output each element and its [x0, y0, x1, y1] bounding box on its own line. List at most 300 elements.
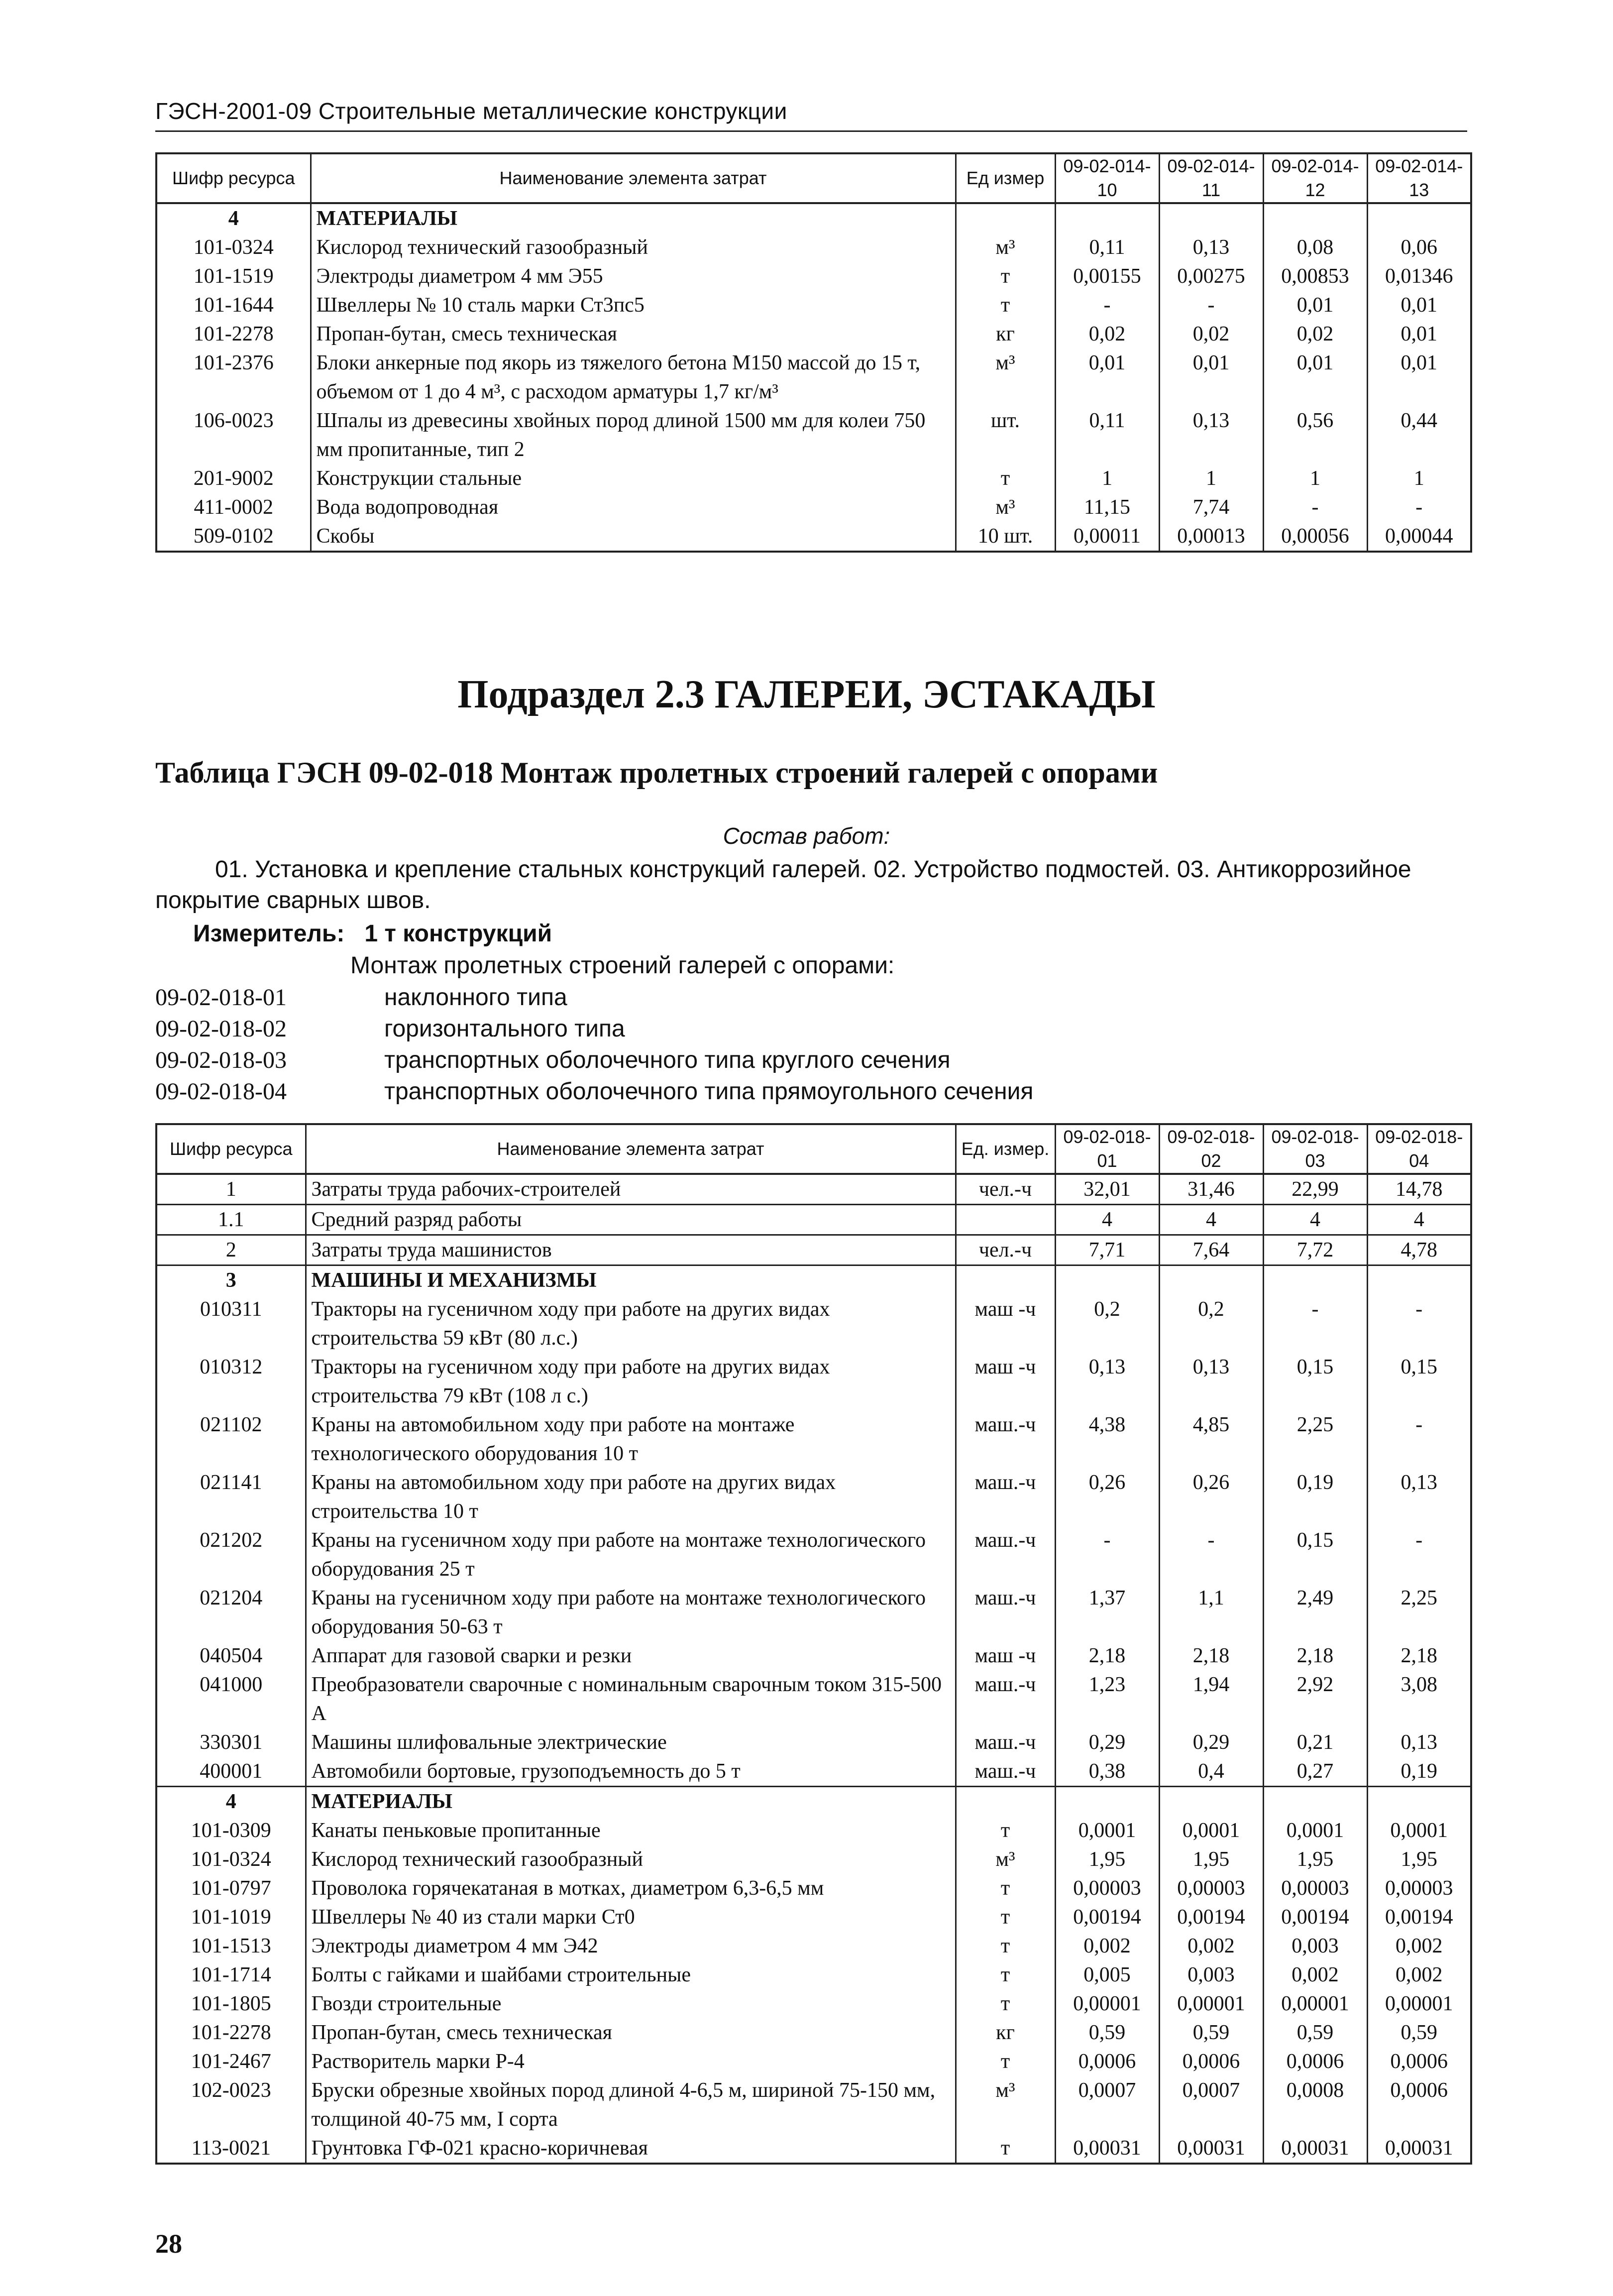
cell-value: 0,00031: [1263, 2134, 1367, 2164]
cell-name: Тракторы на гусеничном ходу при работе на других видах строительства 59 кВт (80 л.с.): [306, 1295, 956, 1353]
cell-value: -: [1055, 1526, 1159, 1584]
cell-value: 1,94: [1159, 1670, 1263, 1728]
cell-value: 0,01: [1159, 348, 1263, 406]
cell-value: 4: [1263, 1205, 1367, 1235]
cell-value: -: [1367, 493, 1471, 522]
table-row: [156, 522, 1471, 552]
cell-unit: м³: [956, 348, 1055, 406]
cell-code: 106-0023: [156, 406, 311, 464]
cell-value: 0,00003: [1159, 1874, 1263, 1903]
table-row: [156, 1960, 1471, 1989]
cell-unit: [956, 1265, 1055, 1295]
variant-name: горизонтального типа: [384, 1016, 625, 1042]
cell-unit: т: [956, 291, 1055, 320]
cell-value: 1: [1367, 464, 1471, 493]
cell-name: Шпалы из древесины хвойных пород длиной 1500 мм для колеи 750 мм пропитанные, тип 2: [311, 406, 956, 464]
cell-code: 101-1513: [156, 1932, 306, 1960]
cell-unit: т: [956, 2134, 1055, 2164]
cell-value: -: [1159, 291, 1263, 320]
cell-value: [1055, 1787, 1159, 1817]
table-row: [156, 1932, 1471, 1960]
cell-value: 0,00003: [1263, 1874, 1367, 1903]
header-name: Наименование элемента затрат: [306, 1124, 956, 1174]
table-row: [156, 1874, 1471, 1903]
cell-code: 101-0324: [156, 1845, 306, 1874]
table-row: [156, 1903, 1471, 1932]
cell-name: Бруски обрезные хвойных пород длиной 4-6,5 м, шириной 75-150 мм, толщиной 40-75 мм, I сорта: [306, 2076, 956, 2134]
cell-code: 101-0309: [156, 1816, 306, 1845]
cell-value: 0,38: [1055, 1757, 1159, 1787]
table-row: [156, 1845, 1471, 1874]
works-text: 01. Установка и крепление стальных конструкций галерей. 02. Устройство подмостей. 03. Антикоррозийное покрытие сварных швов.: [155, 856, 1411, 914]
cell-value: 1,1: [1159, 1584, 1263, 1641]
table-header-row: [156, 1124, 1471, 1174]
header-rule: [155, 130, 1467, 132]
cell-value: 32,01: [1055, 1174, 1159, 1205]
cell-value: [1263, 203, 1367, 233]
cell-code: 021204: [156, 1584, 306, 1641]
cell-value: 0,59: [1159, 2018, 1263, 2047]
cell-value: 0,0007: [1055, 2076, 1159, 2134]
cell-name: Затраты труда рабочих-строителей: [306, 1174, 956, 1205]
cell-value: 0,11: [1055, 406, 1159, 464]
cell-unit: м³: [956, 2076, 1055, 2134]
cell-value: 0,0001: [1055, 1816, 1159, 1845]
cell-value: 0,002: [1159, 1932, 1263, 1960]
cell-unit: кг: [956, 320, 1055, 348]
cell-name: Пропан-бутан, смесь техническая: [306, 2018, 956, 2047]
cell-value: 0,00044: [1367, 522, 1471, 552]
cell-value: 0,06: [1367, 233, 1471, 262]
running-head: ГЭСН-2001-09 Строительные металлические конструкции: [155, 98, 787, 124]
header-col: 09-02-014-12: [1263, 153, 1367, 203]
cell-value: 7,72: [1263, 1235, 1367, 1265]
cell-code: 201-9002: [156, 464, 311, 493]
table-row: [156, 320, 1471, 348]
cell-value: 0,13: [1367, 1728, 1471, 1757]
cell-value: -: [1367, 1295, 1471, 1353]
table-row: [156, 2134, 1471, 2164]
table-row: [156, 1468, 1471, 1526]
cell-value: 1: [1263, 464, 1367, 493]
cell-value: 0,00031: [1159, 2134, 1263, 2164]
cell-value: 0,15: [1367, 1353, 1471, 1410]
cell-name: Тракторы на гусеничном ходу при работе на других видах строительства 79 кВт (108 л с.): [306, 1353, 956, 1410]
cell-unit: маш.-ч: [956, 1410, 1055, 1468]
cell-value: 0,27: [1263, 1757, 1367, 1787]
cell-value: -: [1263, 493, 1367, 522]
cell-value: 0,59: [1055, 2018, 1159, 2047]
cell-value: 0,08: [1263, 233, 1367, 262]
cell-name: Гвозди строительные: [306, 1989, 956, 2018]
cell-name: Электроды диаметром 4 мм Э55: [311, 262, 956, 291]
cell-value: 0,00194: [1367, 1903, 1471, 1932]
cell-value: 1,95: [1263, 1845, 1367, 1874]
table-row: [156, 1670, 1471, 1728]
cell-value: 0,00013: [1159, 522, 1263, 552]
cell-code: 4: [156, 203, 311, 233]
cell-value: 0,15: [1263, 1526, 1367, 1584]
cell-name: МАШИНЫ И МЕХАНИЗМЫ: [306, 1265, 956, 1295]
cell-unit: шт.: [956, 406, 1055, 464]
cell-value: 4,85: [1159, 1410, 1263, 1468]
table-row: [156, 1410, 1471, 1468]
cell-code: 113-0021: [156, 2134, 306, 2164]
cell-name: Конструкции стальные: [311, 464, 956, 493]
cell-code: 021202: [156, 1526, 306, 1584]
table-row: [156, 1816, 1471, 1845]
cell-code: 4: [156, 1787, 306, 1817]
cell-value: 0,26: [1159, 1468, 1263, 1526]
header-col: 09-02-018-02: [1159, 1124, 1263, 1174]
cell-code: 101-1805: [156, 1989, 306, 2018]
header-col: 09-02-018-01: [1055, 1124, 1159, 1174]
cell-value: 4,38: [1055, 1410, 1159, 1468]
cell-value: 0,13: [1159, 1353, 1263, 1410]
cell-value: 0,02: [1263, 320, 1367, 348]
cell-unit: маш.-ч: [956, 1757, 1055, 1787]
cell-name: Аппарат для газовой сварки и резки: [306, 1641, 956, 1670]
cell-value: -: [1159, 1526, 1263, 1584]
table-row: [156, 1353, 1471, 1410]
cell-code: 400001: [156, 1757, 306, 1787]
cell-name: Электроды диаметром 4 мм Э42: [306, 1932, 956, 1960]
table-header-row: [156, 153, 1471, 203]
cell-unit: кг: [956, 2018, 1055, 2047]
cell-value: 2,18: [1367, 1641, 1471, 1670]
cell-value: -: [1055, 291, 1159, 320]
cell-value: 0,01: [1263, 348, 1367, 406]
cell-code: 101-0797: [156, 1874, 306, 1903]
cell-code: 101-0324: [156, 233, 311, 262]
cell-unit: маш -ч: [956, 1641, 1055, 1670]
cell-value: [1159, 1265, 1263, 1295]
cell-code: 021102: [156, 1410, 306, 1468]
cell-value: 31,46: [1159, 1174, 1263, 1205]
header-col: 09-02-018-03: [1263, 1124, 1367, 1174]
cell-unit: т: [956, 1816, 1055, 1845]
cell-name: Болты с гайками и шайбами строительные: [306, 1960, 956, 1989]
section-row: [156, 203, 1471, 233]
cell-unit: 10 шт.: [956, 522, 1055, 552]
cell-unit: т: [956, 2047, 1055, 2076]
cell-value: 0,01: [1263, 291, 1367, 320]
cell-value: 0,0006: [1367, 2076, 1471, 2134]
header-col: 09-02-014-11: [1159, 153, 1263, 203]
cell-unit: т: [956, 1903, 1055, 1932]
cell-value: 0,4: [1159, 1757, 1263, 1787]
cell-value: 0,29: [1159, 1728, 1263, 1757]
cell-name: Швеллеры № 10 сталь марки Ст3пс5: [311, 291, 956, 320]
cell-unit: м³: [956, 1845, 1055, 1874]
cell-value: 0,00031: [1055, 2134, 1159, 2164]
cell-value: 0,13: [1159, 406, 1263, 464]
cell-value: 0,2: [1055, 1295, 1159, 1353]
cell-value: 0,00011: [1055, 522, 1159, 552]
cell-value: 0,19: [1263, 1468, 1367, 1526]
cell-value: 0,02: [1159, 320, 1263, 348]
cell-value: 1: [1159, 464, 1263, 493]
table-row: [156, 1235, 1471, 1265]
cell-value: 0,0008: [1263, 2076, 1367, 2134]
cell-unit: маш.-ч: [956, 1728, 1055, 1757]
cell-value: 0,0007: [1159, 2076, 1263, 2134]
cell-code: 101-1019: [156, 1903, 306, 1932]
table-row: [156, 406, 1471, 464]
cell-value: 0,002: [1367, 1932, 1471, 1960]
measure-intro: Монтаж пролетных строений галерей с опорами:: [350, 952, 895, 979]
cell-value: 0,003: [1159, 1960, 1263, 1989]
cell-name: Канаты пеньковые пропитанные: [306, 1816, 956, 1845]
cell-code: 102-0023: [156, 2076, 306, 2134]
cell-value: 0,00001: [1263, 1989, 1367, 2018]
cell-value: 0,0001: [1159, 1816, 1263, 1845]
cell-value: [1055, 203, 1159, 233]
cell-value: 0,59: [1263, 2018, 1367, 2047]
cell-value: 0,44: [1367, 406, 1471, 464]
section-row: [156, 1787, 1471, 1817]
cell-value: 0,00194: [1055, 1903, 1159, 1932]
cell-name: Растворитель марки Р-4: [306, 2047, 956, 2076]
cell-code: 101-2278: [156, 2018, 306, 2047]
table-row: [156, 1295, 1471, 1353]
cell-value: 2,18: [1055, 1641, 1159, 1670]
cell-value: [1367, 1787, 1471, 1817]
cell-value: [1159, 203, 1263, 233]
table-title: Таблица ГЭСН 09-02-018 Монтаж пролетных строений галерей с опорами: [155, 756, 1158, 789]
cell-value: 7,74: [1159, 493, 1263, 522]
cell-value: 0,01: [1367, 348, 1471, 406]
cell-unit: маш.-ч: [956, 1584, 1055, 1641]
cell-unit: т: [956, 262, 1055, 291]
resource-table-018: [155, 1123, 1472, 2165]
cell-name: Кислород технический газообразный: [306, 1845, 956, 1874]
cell-value: 0,00275: [1159, 262, 1263, 291]
table-row: [156, 2018, 1471, 2047]
header-code: Шифр ресурса: [156, 1124, 306, 1174]
variant-code: 09-02-018-03: [155, 1047, 287, 1073]
table-row: [156, 1205, 1471, 1235]
table-row: [156, 2076, 1471, 2134]
cell-code: 411-0002: [156, 493, 311, 522]
table-row: [156, 1728, 1471, 1757]
cell-value: 0,11: [1055, 233, 1159, 262]
header-col: 09-02-014-13: [1367, 153, 1471, 203]
resource-table-014: [155, 152, 1472, 553]
cell-name: Блоки анкерные под якорь из тяжелого бетона М150 массой до 15 т, объемом от 1 до 4 м³, с расходом арматуры 1,7 кг/м³: [311, 348, 956, 406]
cell-value: 7,71: [1055, 1235, 1159, 1265]
cell-value: 2,49: [1263, 1584, 1367, 1641]
cell-code: 2: [156, 1235, 306, 1265]
cell-value: [1263, 1265, 1367, 1295]
cell-code: 041000: [156, 1670, 306, 1728]
table-row: [156, 493, 1471, 522]
variant-code: 09-02-018-04: [155, 1078, 287, 1105]
cell-value: 0,13: [1159, 233, 1263, 262]
table-row: [156, 1989, 1471, 2018]
table-row: [156, 348, 1471, 406]
variant-code: 09-02-018-02: [155, 1016, 287, 1042]
cell-value: 0,00001: [1367, 1989, 1471, 2018]
cell-value: 2,18: [1263, 1641, 1367, 1670]
cell-unit: маш -ч: [956, 1353, 1055, 1410]
cell-value: 0,002: [1055, 1932, 1159, 1960]
cell-value: 0,01: [1367, 291, 1471, 320]
cell-name: МАТЕРИАЛЫ: [306, 1787, 956, 1817]
cell-name: Средний разряд работы: [306, 1205, 956, 1235]
works-label: Состав работ:: [723, 823, 890, 849]
cell-value: 1: [1055, 464, 1159, 493]
cell-value: 2,92: [1263, 1670, 1367, 1728]
cell-code: 101-1519: [156, 262, 311, 291]
table-row: [156, 464, 1471, 493]
cell-name: Машины шлифовальные электрические: [306, 1728, 956, 1757]
cell-value: 0,00031: [1367, 2134, 1471, 2164]
cell-value: 2,25: [1263, 1410, 1367, 1468]
cell-value: 14,78: [1367, 1174, 1471, 1205]
cell-unit: т: [956, 1960, 1055, 1989]
cell-name: Скобы: [311, 522, 956, 552]
variant-item: [155, 1076, 1033, 1107]
cell-code: 101-1644: [156, 291, 311, 320]
cell-value: 4,78: [1367, 1235, 1471, 1265]
table-row: [156, 291, 1471, 320]
cell-value: 0,00194: [1263, 1903, 1367, 1932]
table-body: [156, 1174, 1471, 2164]
table-row: [156, 1174, 1471, 1205]
cell-value: [1367, 203, 1471, 233]
cell-value: 0,005: [1055, 1960, 1159, 1989]
cell-value: -: [1367, 1526, 1471, 1584]
cell-name: Краны на автомобильном ходу при работе на монтаже технологического оборудования 10 т: [306, 1410, 956, 1468]
cell-unit: м³: [956, 233, 1055, 262]
cell-name: Пропан-бутан, смесь техническая: [311, 320, 956, 348]
header-name: Наименование элемента затрат: [311, 153, 956, 203]
cell-unit: [956, 1787, 1055, 1817]
table-row: [156, 1757, 1471, 1787]
cell-value: 0,26: [1055, 1468, 1159, 1526]
cell-unit: т: [956, 1989, 1055, 2018]
cell-name: Грунтовка ГФ-021 красно-коричневая: [306, 2134, 956, 2164]
cell-code: 101-2376: [156, 348, 311, 406]
page-number: 28: [155, 2229, 182, 2259]
cell-unit: маш.-ч: [956, 1526, 1055, 1584]
variant-name: транспортных оболочечного типа прямоугольного сечения: [384, 1078, 1034, 1105]
variant-name: наклонного типа: [384, 984, 567, 1011]
cell-value: 0,002: [1263, 1960, 1367, 1989]
cell-value: 4: [1367, 1205, 1471, 1235]
cell-name: Краны на гусеничном ходу при работе на монтаже технологического оборудования 25 т: [306, 1526, 956, 1584]
cell-unit: маш -ч: [956, 1295, 1055, 1353]
variant-list: [155, 982, 1033, 1107]
cell-value: 1,95: [1367, 1845, 1471, 1874]
cell-code: 101-1714: [156, 1960, 306, 1989]
cell-value: 0,0006: [1367, 2047, 1471, 2076]
cell-value: [1263, 1787, 1367, 1817]
cell-value: -: [1263, 1295, 1367, 1353]
cell-unit: м³: [956, 493, 1055, 522]
variant-item: [155, 1013, 1033, 1044]
cell-value: 0,0006: [1159, 2047, 1263, 2076]
cell-name: Автомобили бортовые, грузоподъемность до 5 т: [306, 1757, 956, 1787]
cell-unit: маш.-ч: [956, 1670, 1055, 1728]
cell-code: 101-2278: [156, 320, 311, 348]
cell-value: 0,00003: [1367, 1874, 1471, 1903]
cell-unit: маш.-ч: [956, 1468, 1055, 1526]
cell-name: Вода водопроводная: [311, 493, 956, 522]
cell-value: 0,00853: [1263, 262, 1367, 291]
cell-value: 0,56: [1263, 406, 1367, 464]
cell-code: 101-2467: [156, 2047, 306, 2076]
cell-value: 1,95: [1055, 1845, 1159, 1874]
cell-code: 330301: [156, 1728, 306, 1757]
cell-value: -: [1367, 1410, 1471, 1468]
cell-unit: т: [956, 464, 1055, 493]
table-row: [156, 233, 1471, 262]
cell-value: 4: [1159, 1205, 1263, 1235]
cell-value: 0,02: [1055, 320, 1159, 348]
cell-value: 22,99: [1263, 1174, 1367, 1205]
cell-value: 0,0001: [1263, 1816, 1367, 1845]
variant-code: 09-02-018-01: [155, 984, 287, 1011]
variant-item: [155, 982, 1033, 1013]
cell-value: 0,01: [1367, 320, 1471, 348]
cell-value: 3,08: [1367, 1670, 1471, 1728]
cell-value: 0,003: [1263, 1932, 1367, 1960]
cell-code: 021141: [156, 1468, 306, 1526]
cell-value: 0,29: [1055, 1728, 1159, 1757]
cell-code: 1.1: [156, 1205, 306, 1235]
table-body: [156, 203, 1471, 552]
cell-value: 0,0001: [1367, 1816, 1471, 1845]
variant-name: транспортных оболочечного типа круглого сечения: [384, 1047, 951, 1073]
header-unit: Ед измер: [956, 153, 1055, 203]
cell-name: Проволока горячекатаная в мотках, диаметром 6,3-6,5 мм: [306, 1874, 956, 1903]
cell-name: Швеллеры № 40 из стали марки Ст0: [306, 1903, 956, 1932]
cell-value: 0,15: [1263, 1353, 1367, 1410]
cell-value: 0,01346: [1367, 262, 1471, 291]
cell-name: Затраты труда машинистов: [306, 1235, 956, 1265]
cell-value: 0,21: [1263, 1728, 1367, 1757]
section-row: [156, 1265, 1471, 1295]
cell-value: 1,23: [1055, 1670, 1159, 1728]
cell-value: 0,0006: [1055, 2047, 1159, 2076]
cell-code: 010311: [156, 1295, 306, 1353]
cell-value: 2,25: [1367, 1584, 1471, 1641]
cell-name: Краны на гусеничном ходу при работе на монтаже технологического оборудования 50-63 т: [306, 1584, 956, 1641]
cell-value: 0,00003: [1055, 1874, 1159, 1903]
cell-value: 1,95: [1159, 1845, 1263, 1874]
cell-name: Преобразователи сварочные с номинальным сварочным током 315-500 А: [306, 1670, 956, 1728]
cell-value: [1159, 1787, 1263, 1817]
measure-unit: Измеритель: 1 т конструкций: [193, 920, 552, 947]
cell-unit: т: [956, 1932, 1055, 1960]
cell-name: Краны на автомобильном ходу при работе на других видах строительства 10 т: [306, 1468, 956, 1526]
cell-unit: чел.-ч: [956, 1235, 1055, 1265]
cell-value: 0,2: [1159, 1295, 1263, 1353]
cell-value: 0,59: [1367, 2018, 1471, 2047]
table-row: [156, 2047, 1471, 2076]
cell-value: 11,15: [1055, 493, 1159, 522]
cell-value: 0,00056: [1263, 522, 1367, 552]
variant-item: [155, 1044, 1033, 1076]
cell-value: 0,13: [1367, 1468, 1471, 1526]
cell-code: 040504: [156, 1641, 306, 1670]
cell-value: 0,002: [1367, 1960, 1471, 1989]
header-code: Шифр ресурса: [156, 153, 311, 203]
table-row: [156, 1526, 1471, 1584]
cell-value: 1,37: [1055, 1584, 1159, 1641]
